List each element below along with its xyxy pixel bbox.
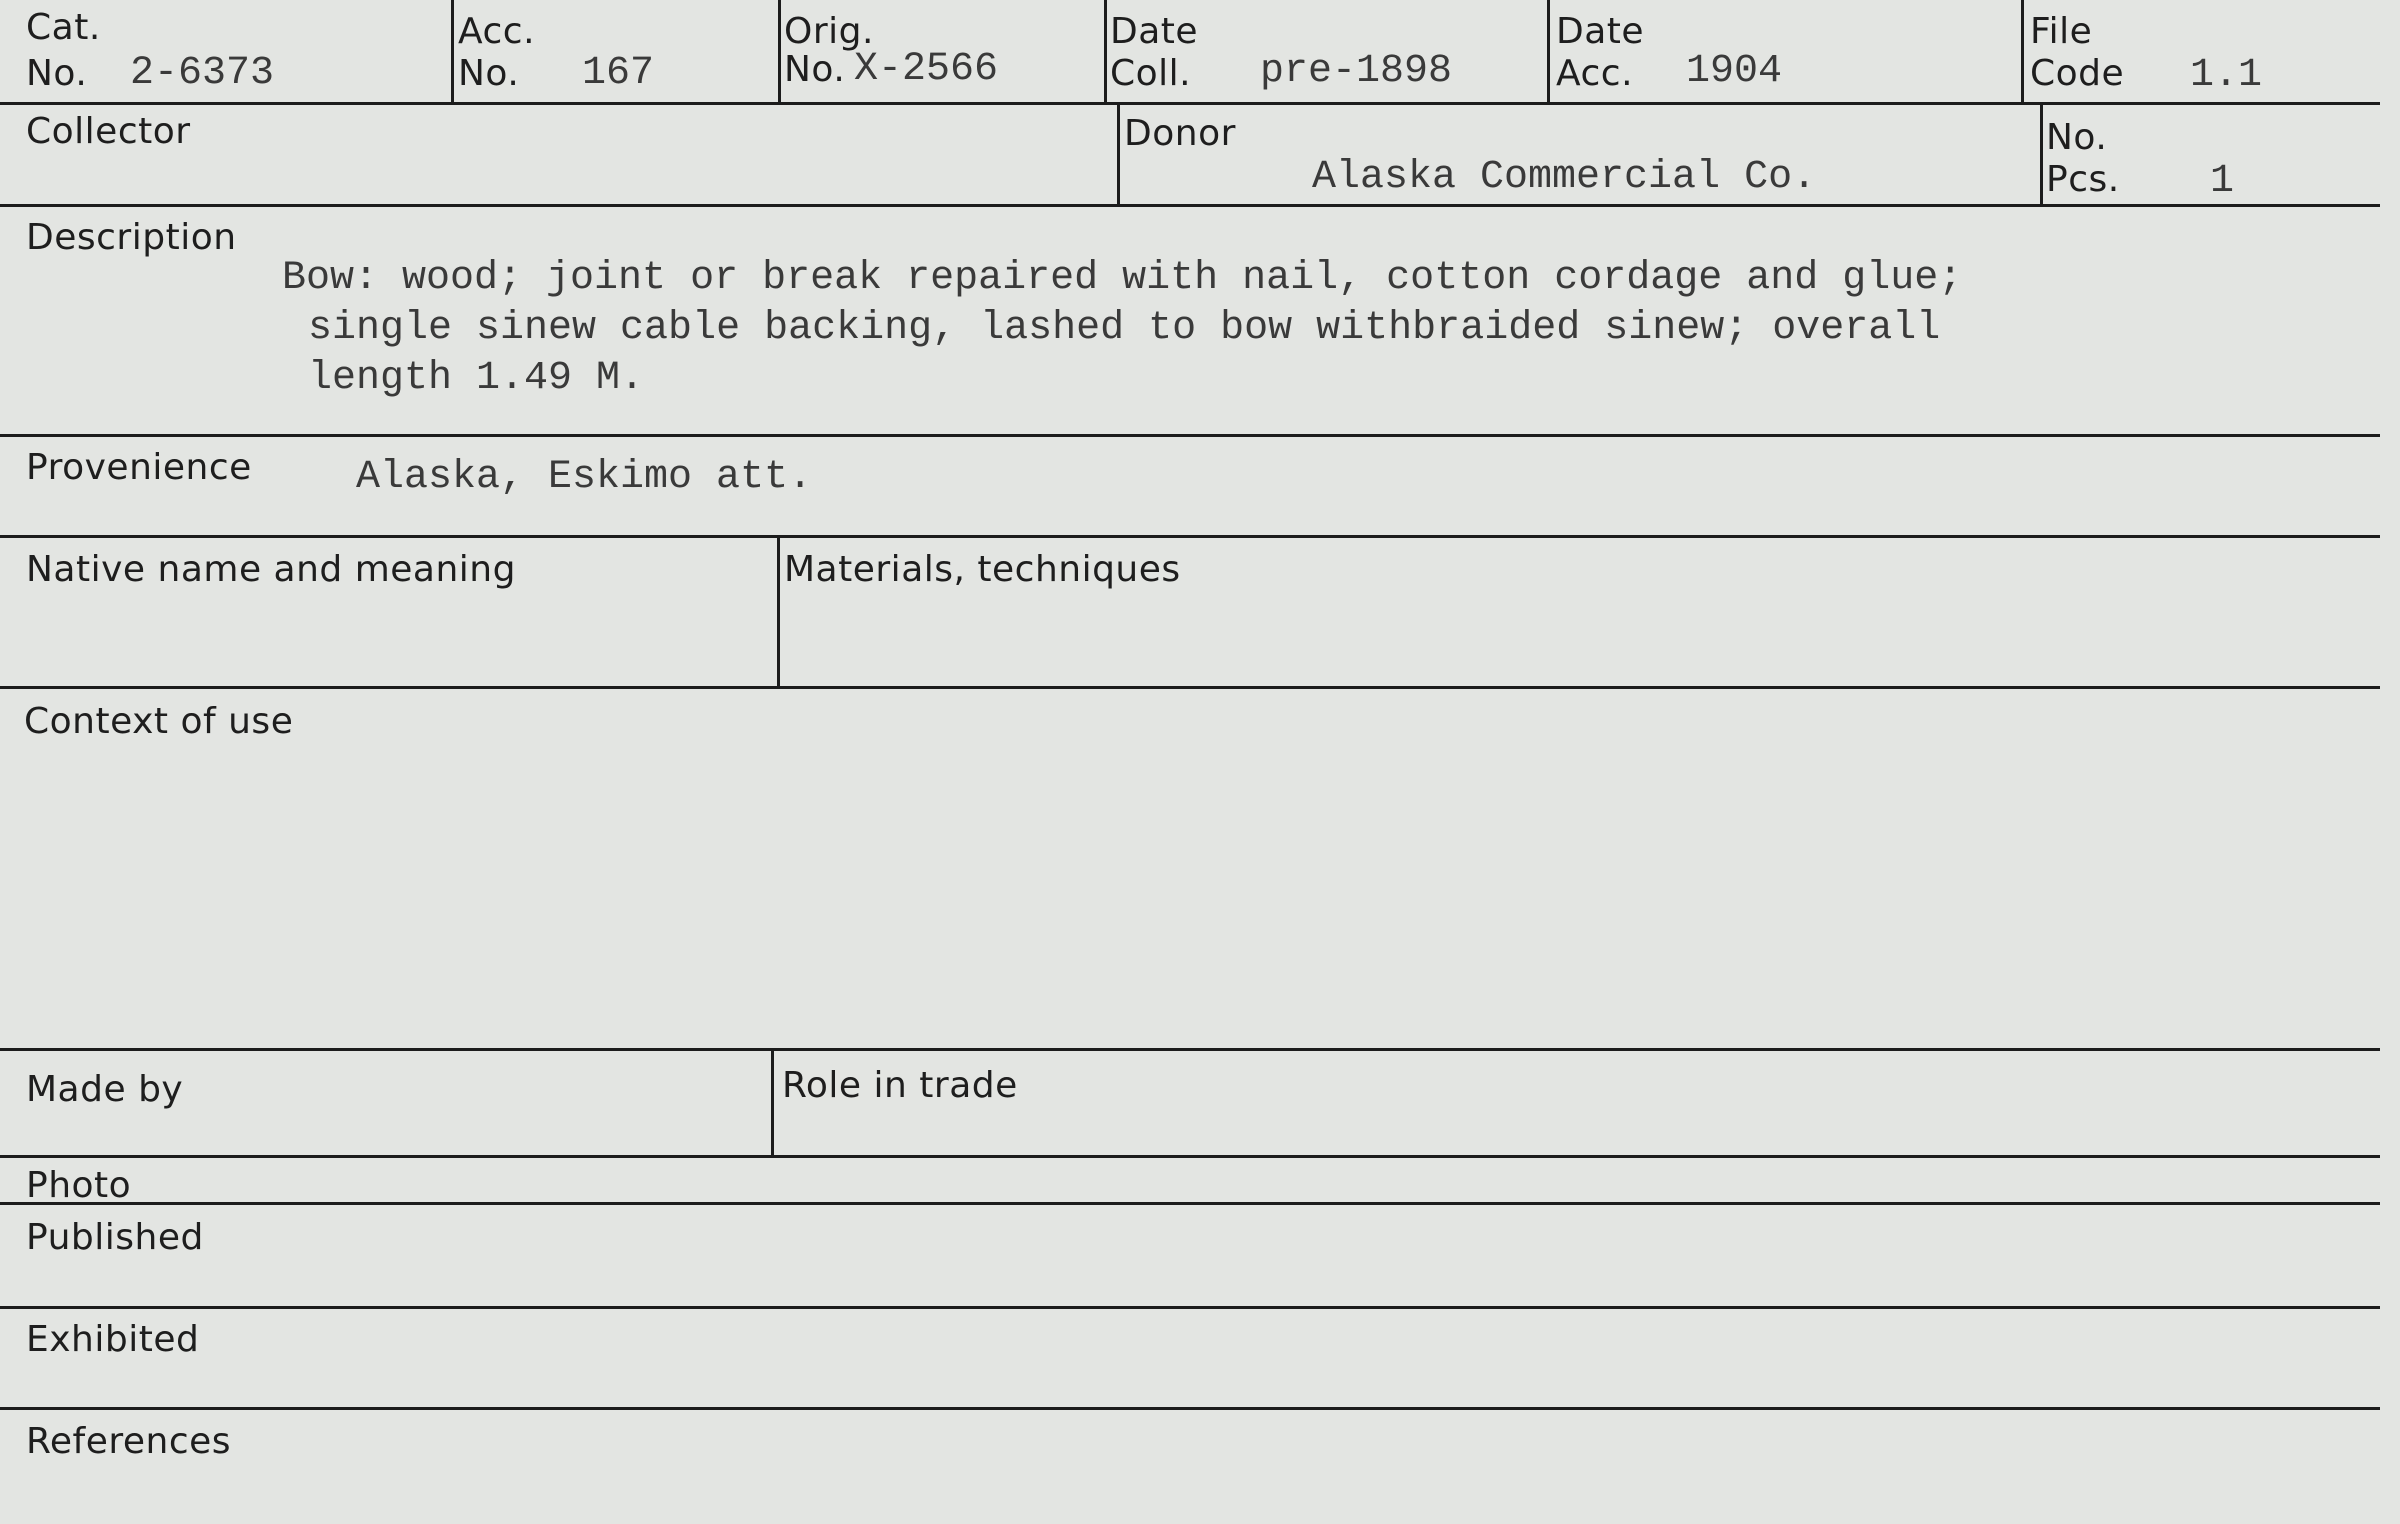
file-code-label-bottom: Code: [2030, 53, 2125, 94]
provenience-value: Alaska, Eskimo att.: [356, 455, 813, 500]
rule-cat-acc: [451, 0, 454, 104]
rule-donor-pieces: [2040, 104, 2043, 206]
donor-label: Donor: [1124, 113, 1236, 154]
pieces-label-top: No.: [2046, 117, 2108, 158]
rule-collector-bottom: [0, 204, 2380, 207]
rule-photo-bottom: [0, 1202, 2380, 1205]
provenience-label: Provenience: [26, 447, 252, 488]
context-label: Context of use: [24, 701, 294, 742]
date-coll-value: pre-1898: [1260, 49, 1453, 94]
pieces-label-bottom: Pcs.: [2046, 159, 2120, 200]
date-acc-label-top: Date: [1556, 11, 1645, 52]
role-in-trade-label: Role in trade: [782, 1065, 1018, 1106]
description-label: Description: [26, 217, 237, 258]
rule-native-materials: [777, 537, 780, 688]
exhibited-label: Exhibited: [26, 1319, 200, 1360]
orig-label-bottom: No.: [784, 49, 846, 90]
rule-description-bottom: [0, 434, 2380, 437]
cat-label-top: Cat.: [26, 7, 101, 48]
description-line: length 1.49 M.: [308, 356, 645, 401]
rule-context-bottom: [0, 1048, 2380, 1051]
native-name-label: Native name and meaning: [26, 549, 516, 590]
rule-dateacc-file: [2021, 0, 2024, 104]
orig-number: X-2566: [854, 47, 999, 92]
donor-value: Alaska Commercial Co.: [1312, 155, 1817, 200]
description-line: Bow: wood; joint or break repaired with nail, cotton cordage and glue;: [282, 256, 1963, 301]
description-text: [282, 254, 1962, 404]
rule-datecoll-dateacc: [1547, 0, 1550, 104]
rule-madeby-bottom: [0, 1155, 2380, 1158]
pieces-value: 1: [2210, 159, 2235, 204]
rule-exhibited-bottom: [0, 1407, 2380, 1410]
description-line: single sinew cable backing, lashed to bow withbraided sinew; overall: [308, 306, 1941, 351]
file-code-label-top: File: [2030, 11, 2093, 52]
published-label: Published: [26, 1217, 204, 1258]
date-acc-label-bottom: Acc.: [1556, 53, 1634, 94]
file-code-value: 1.1: [2190, 53, 2263, 98]
acc-label-bottom: No.: [458, 53, 520, 94]
rule-madeby-role: [771, 1050, 774, 1157]
cat-label-bottom: No.: [26, 53, 88, 94]
photo-label: Photo: [26, 1165, 132, 1206]
rule-published-bottom: [0, 1306, 2380, 1309]
rule-native-bottom: [0, 686, 2380, 689]
materials-label: Materials, techniques: [784, 549, 1181, 590]
references-label: References: [26, 1421, 232, 1462]
date-acc-value: 1904: [1686, 49, 1783, 94]
acc-number: 167: [582, 51, 655, 96]
orig-label-top: Orig.: [784, 11, 874, 52]
rule-collector-donor: [1117, 104, 1120, 206]
rule-orig-datecoll: [1104, 0, 1107, 104]
cat-number: 2-6373: [130, 51, 275, 96]
date-coll-label-top: Date: [1110, 11, 1199, 52]
collector-label: Collector: [26, 111, 191, 152]
date-coll-label-bottom: Coll.: [1110, 53, 1192, 94]
made-by-label: Made by: [26, 1069, 184, 1110]
rule-acc-orig: [778, 0, 781, 104]
acc-label-top: Acc.: [458, 11, 536, 52]
rule-provenience-bottom: [0, 535, 2380, 538]
